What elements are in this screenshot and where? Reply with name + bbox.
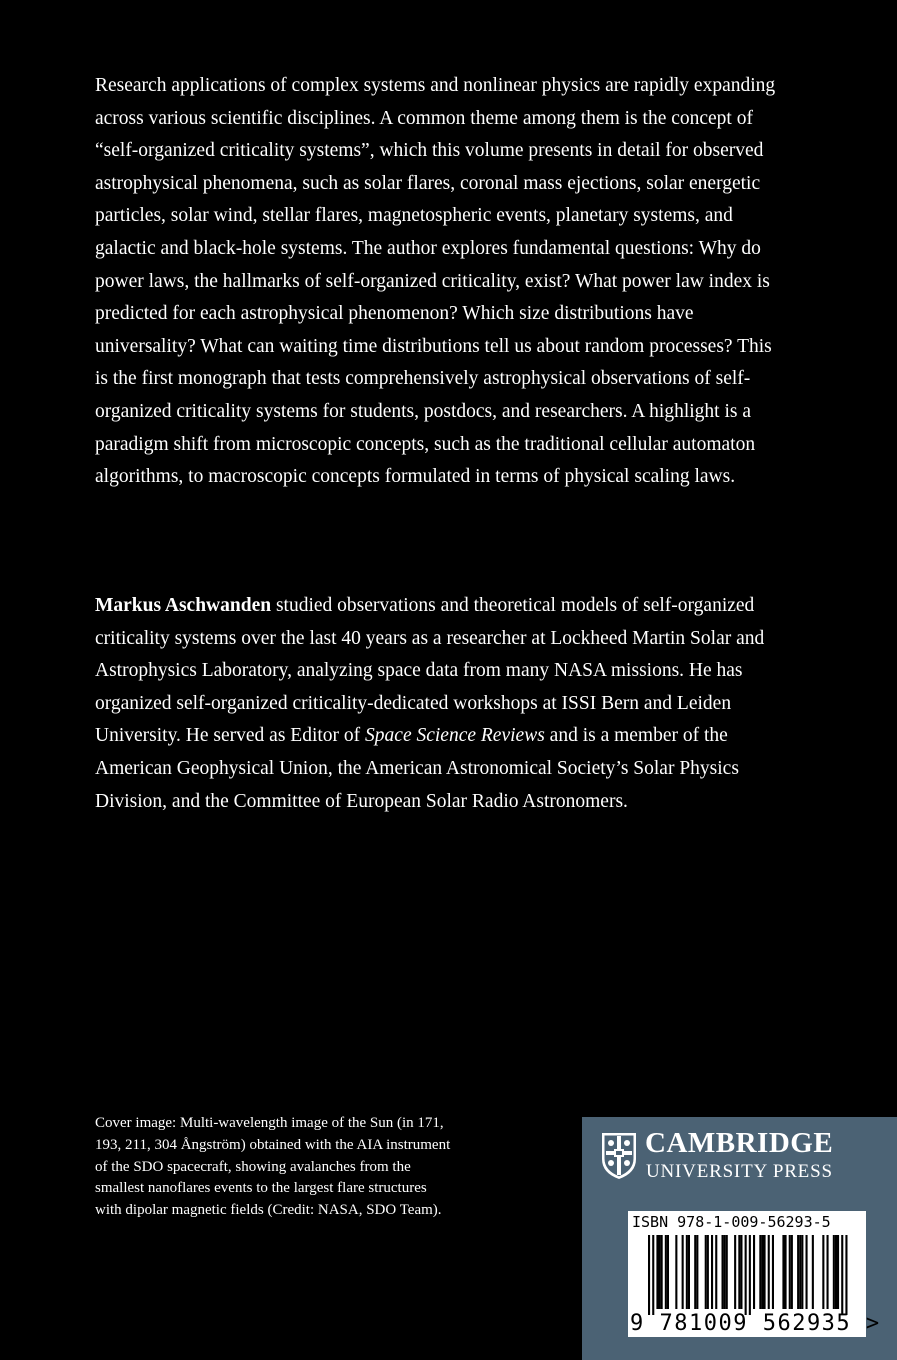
cambridge-crest-icon [600,1131,638,1181]
barcode-bar [833,1235,835,1309]
barcode-bar [791,1235,793,1309]
barcode-bar [827,1235,829,1309]
barcode-bar [768,1235,770,1309]
barcode-bar [724,1235,726,1309]
bio-text-part-1: studied observations and theoretical models of self-organized criticality systems over the last 40 years as a researcher at Lockheed Martin Solar and Astrophysics Laboratory, analyzing space data from many NASA missions. He has organized self-organized criticality-dedicated workshops at ISSI Bern and Leiden University. He served as Editor of [95,595,765,747]
author-name: Markus Aschwanden [95,595,272,616]
book-description: Research applications of complex systems and nonlinear physics are rapidly expanding across various scientific disciplines. A common theme among them is the concept of “self-organized criticality systems”, which this volume presents in detail for observed astrophysical phenomena, such as solar flares, coronal mass ejections, solar energetic particles, solar wind, stellar flares, magnetospheric events, planetary systems, and galactic and black-hole systems. The author explores fundamental questions: Why do power laws, the hallmarks of self-organized criticality, exist? What power law index is predicted for each astrophysical phenomenon? Which size distributions have universality? What can waiting time distributions tell us about random processes? This is the first monograph that tests comprehensively astrophysical observations of self-organized criticality systems for students, postdocs, and researchers. A highlight is a paradigm shift from microscopic concepts, such as the traditional cellular automaton algorithms, to macroscopic concepts formulated in terms of physical scaling laws. [95,75,776,488]
barcode-bar [694,1235,696,1309]
barcode-bar [789,1235,791,1309]
barcode-bar [688,1235,690,1309]
barcode-bar [801,1235,803,1309]
barcode-bar [785,1235,787,1309]
barcode-bar [772,1235,774,1309]
barcode-bar [799,1235,801,1309]
publisher-panel [582,1117,897,1360]
barcode-bar [682,1235,684,1309]
barcode-bar [753,1235,755,1309]
bio-text-part-2: and is a member of the American Geophysical Union, the American Astronomical Society’s Solar Physics Division, and the Committee of European Solar Radio Astronomers. [95,725,739,812]
barcode-bar [667,1235,669,1309]
barcode-bar [675,1235,677,1309]
barcode-bar [812,1235,814,1309]
publisher-subtitle: UNIVERSITY PRESS [646,1161,833,1182]
barcode-bar [841,1235,843,1315]
barcode-bar [759,1235,761,1309]
barcode-bar [665,1235,667,1309]
barcode-bar [686,1235,688,1309]
barcode-bar [845,1235,847,1315]
barcode-bar [722,1235,724,1309]
barcode-bar [761,1235,763,1309]
barcode-bar [696,1235,698,1309]
barcode-bar [661,1235,663,1309]
barcode-bar [705,1235,707,1309]
barcode-bar [652,1235,654,1315]
barcode-bar [734,1235,736,1309]
isbn-label: ISBN 978-1-009-56293-5 [632,1213,831,1231]
publisher-name: CAMBRIDGE [645,1127,834,1159]
author-biography [95,590,785,818]
barcode-bars [628,1233,866,1315]
barcode-bar [822,1235,824,1309]
isbn-barcode [628,1211,881,1337]
barcode-bar [715,1235,717,1309]
barcode-bar [806,1235,808,1309]
ean-digits: 9 781009 562935 > [630,1311,881,1336]
barcode-bar [837,1235,839,1309]
barcode-bar [797,1235,799,1309]
barcode-bar [835,1235,837,1309]
barcode-bar [740,1235,742,1309]
barcode-bar [648,1235,650,1315]
barcode-bar [711,1235,713,1309]
barcode-bar [738,1235,740,1309]
barcode-bar [726,1235,728,1309]
barcode-bar [782,1235,784,1309]
barcode-bar [764,1235,766,1309]
barcode-bar [745,1235,747,1315]
barcode-bar [707,1235,709,1309]
barcode-bar [659,1235,661,1309]
barcode-bar [656,1235,658,1309]
barcode-bar [749,1235,751,1315]
cover-image-credit: Cover image: Multi-wavelength image of the Sun (in 171, 193, 211, 304 Ångström) obtained with the AIA instrument of the SDO spacecraft, showing avalanches from the smallest nanoflares events to the largest flare structures with dipolar magnetic fields (Credit: NASA, SDO Team). [95,1115,451,1219]
journal-title: Space Science Reviews [365,725,545,747]
